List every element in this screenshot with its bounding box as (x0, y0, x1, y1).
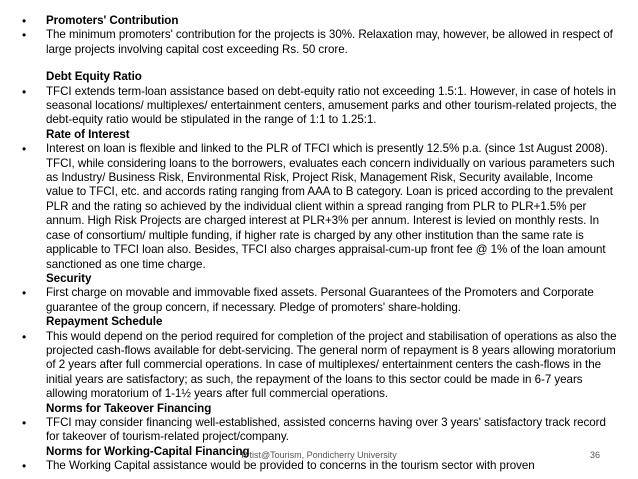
bullet-icon: • (22, 459, 27, 474)
page-number: 36 (589, 450, 600, 460)
bullet-icon: • (22, 329, 27, 344)
debt-equity-text: TFCI extends term-loan assistance based on debt-equity ratio not exceeding 1.5:1. However, in case of hotels in seasonal locations/ multiplexes/ entertainment centers, amusement parks and other tourism-related projects, the debt-equity ratio would be stipulated in the range of 1:1 to 1.25:1. (46, 84, 617, 127)
footer-source: R'tist@Tourism, Pondicherry University (241, 450, 397, 460)
list-item-takeover-text (22, 416, 622, 445)
slide-content (22, 14, 622, 474)
repayment-heading: Repayment Schedule (46, 315, 163, 329)
security-heading: Security (46, 271, 92, 285)
list-item-repayment-heading (22, 315, 622, 329)
bullet-icon: • (22, 28, 27, 43)
list-item-repayment-text (22, 330, 622, 402)
promoters-text: The minimum promoters' contribution for the projects is 30%. Relaxation may, however, be allowed in respect of large projects involving capital cost exceeding Rs. 50 crore. (46, 28, 613, 56)
list-item-debt-equity-heading (22, 70, 622, 84)
takeover-text: TFCI may consider financing well-established, assisted concerns having over 3 years' satisfactory track record for takeover of tourism-related project/company. (46, 415, 606, 444)
list-item-working-capital-text (22, 459, 622, 473)
debt-equity-heading: Debt Equity Ratio (46, 70, 142, 84)
spacer (22, 57, 622, 70)
bullet-icon: • (22, 14, 27, 28)
interest-heading: Rate of Interest (46, 127, 130, 141)
list-item-security-text (22, 286, 622, 315)
bullet-icon: • (22, 415, 27, 430)
list-item-takeover-heading (22, 402, 622, 416)
list-item-promoters-text (22, 28, 622, 57)
working-capital-text: The Working Capital assistance would be provided to concerns in the tourism sector with proven (46, 459, 535, 473)
list-item-promoters-heading (22, 14, 622, 28)
list-item-interest-text (22, 142, 622, 272)
list-item-security-heading (22, 272, 622, 286)
list-item-debt-equity-text (22, 85, 622, 128)
takeover-heading: Norms for Takeover Financing (46, 401, 212, 415)
security-text: First charge on movable and immovable fixed assets. Personal Guarantees of the Promoters and Corporate guarantee of the group concern, if necessary. Pledge of promoters' share-holding. (46, 286, 594, 314)
list-item-interest-heading (22, 128, 622, 142)
bullet-icon: • (22, 84, 27, 99)
bullet-icon: • (22, 286, 27, 301)
promoters-heading: Promoters' Contribution (46, 14, 179, 27)
interest-text: Interest on loan is flexible and linked to the PLR of TFCI which is presently 12.5% p.a. (since 1st August 2008). TFCI, while considering loans to the borrowers, evaluates each concern individually on various parameters such as Industry/ Business Risk, Environmental Risk, Project Risk, Management Risk, Security available, Income value to TFCI, etc. and accords rating ranging from AAA to B category. Loan is priced according to the prevalent PLR and the rating so achieved by the individual client within a spread ranging from PLR to PLR+1.5% per annum. High Risk Projects are charged interest at PLR+3% per annum. Interest is levied on monthly rests. In case of consortium/ multiple funding, if higher rate is charged by any other institution than the same rate is applicable to TFCI loan also. Besides, TFCI also charges appraisal-cum-up front fee @ 1% of the loan amount sanctioned as one time charge. (46, 142, 615, 271)
bullet-icon: • (22, 142, 27, 157)
working-capital-heading: Norms for Working-Capital Financing (46, 444, 250, 458)
repayment-text: This would depend on the period required for completion of the project and stabilisation of operations as also the projected cash-flows available for debt-servicing. The general norm of repayment is 8 years allowing moratorium of 2 years after full commercial operations. In case of multiplexes/ entertainment centers the cash-flows in the initial years are satisfactory; as such, the repayment of the loans to this sector could be made in 6-7 years allowing moratorium of 1-1½ years after full commercial operations. (46, 329, 617, 401)
